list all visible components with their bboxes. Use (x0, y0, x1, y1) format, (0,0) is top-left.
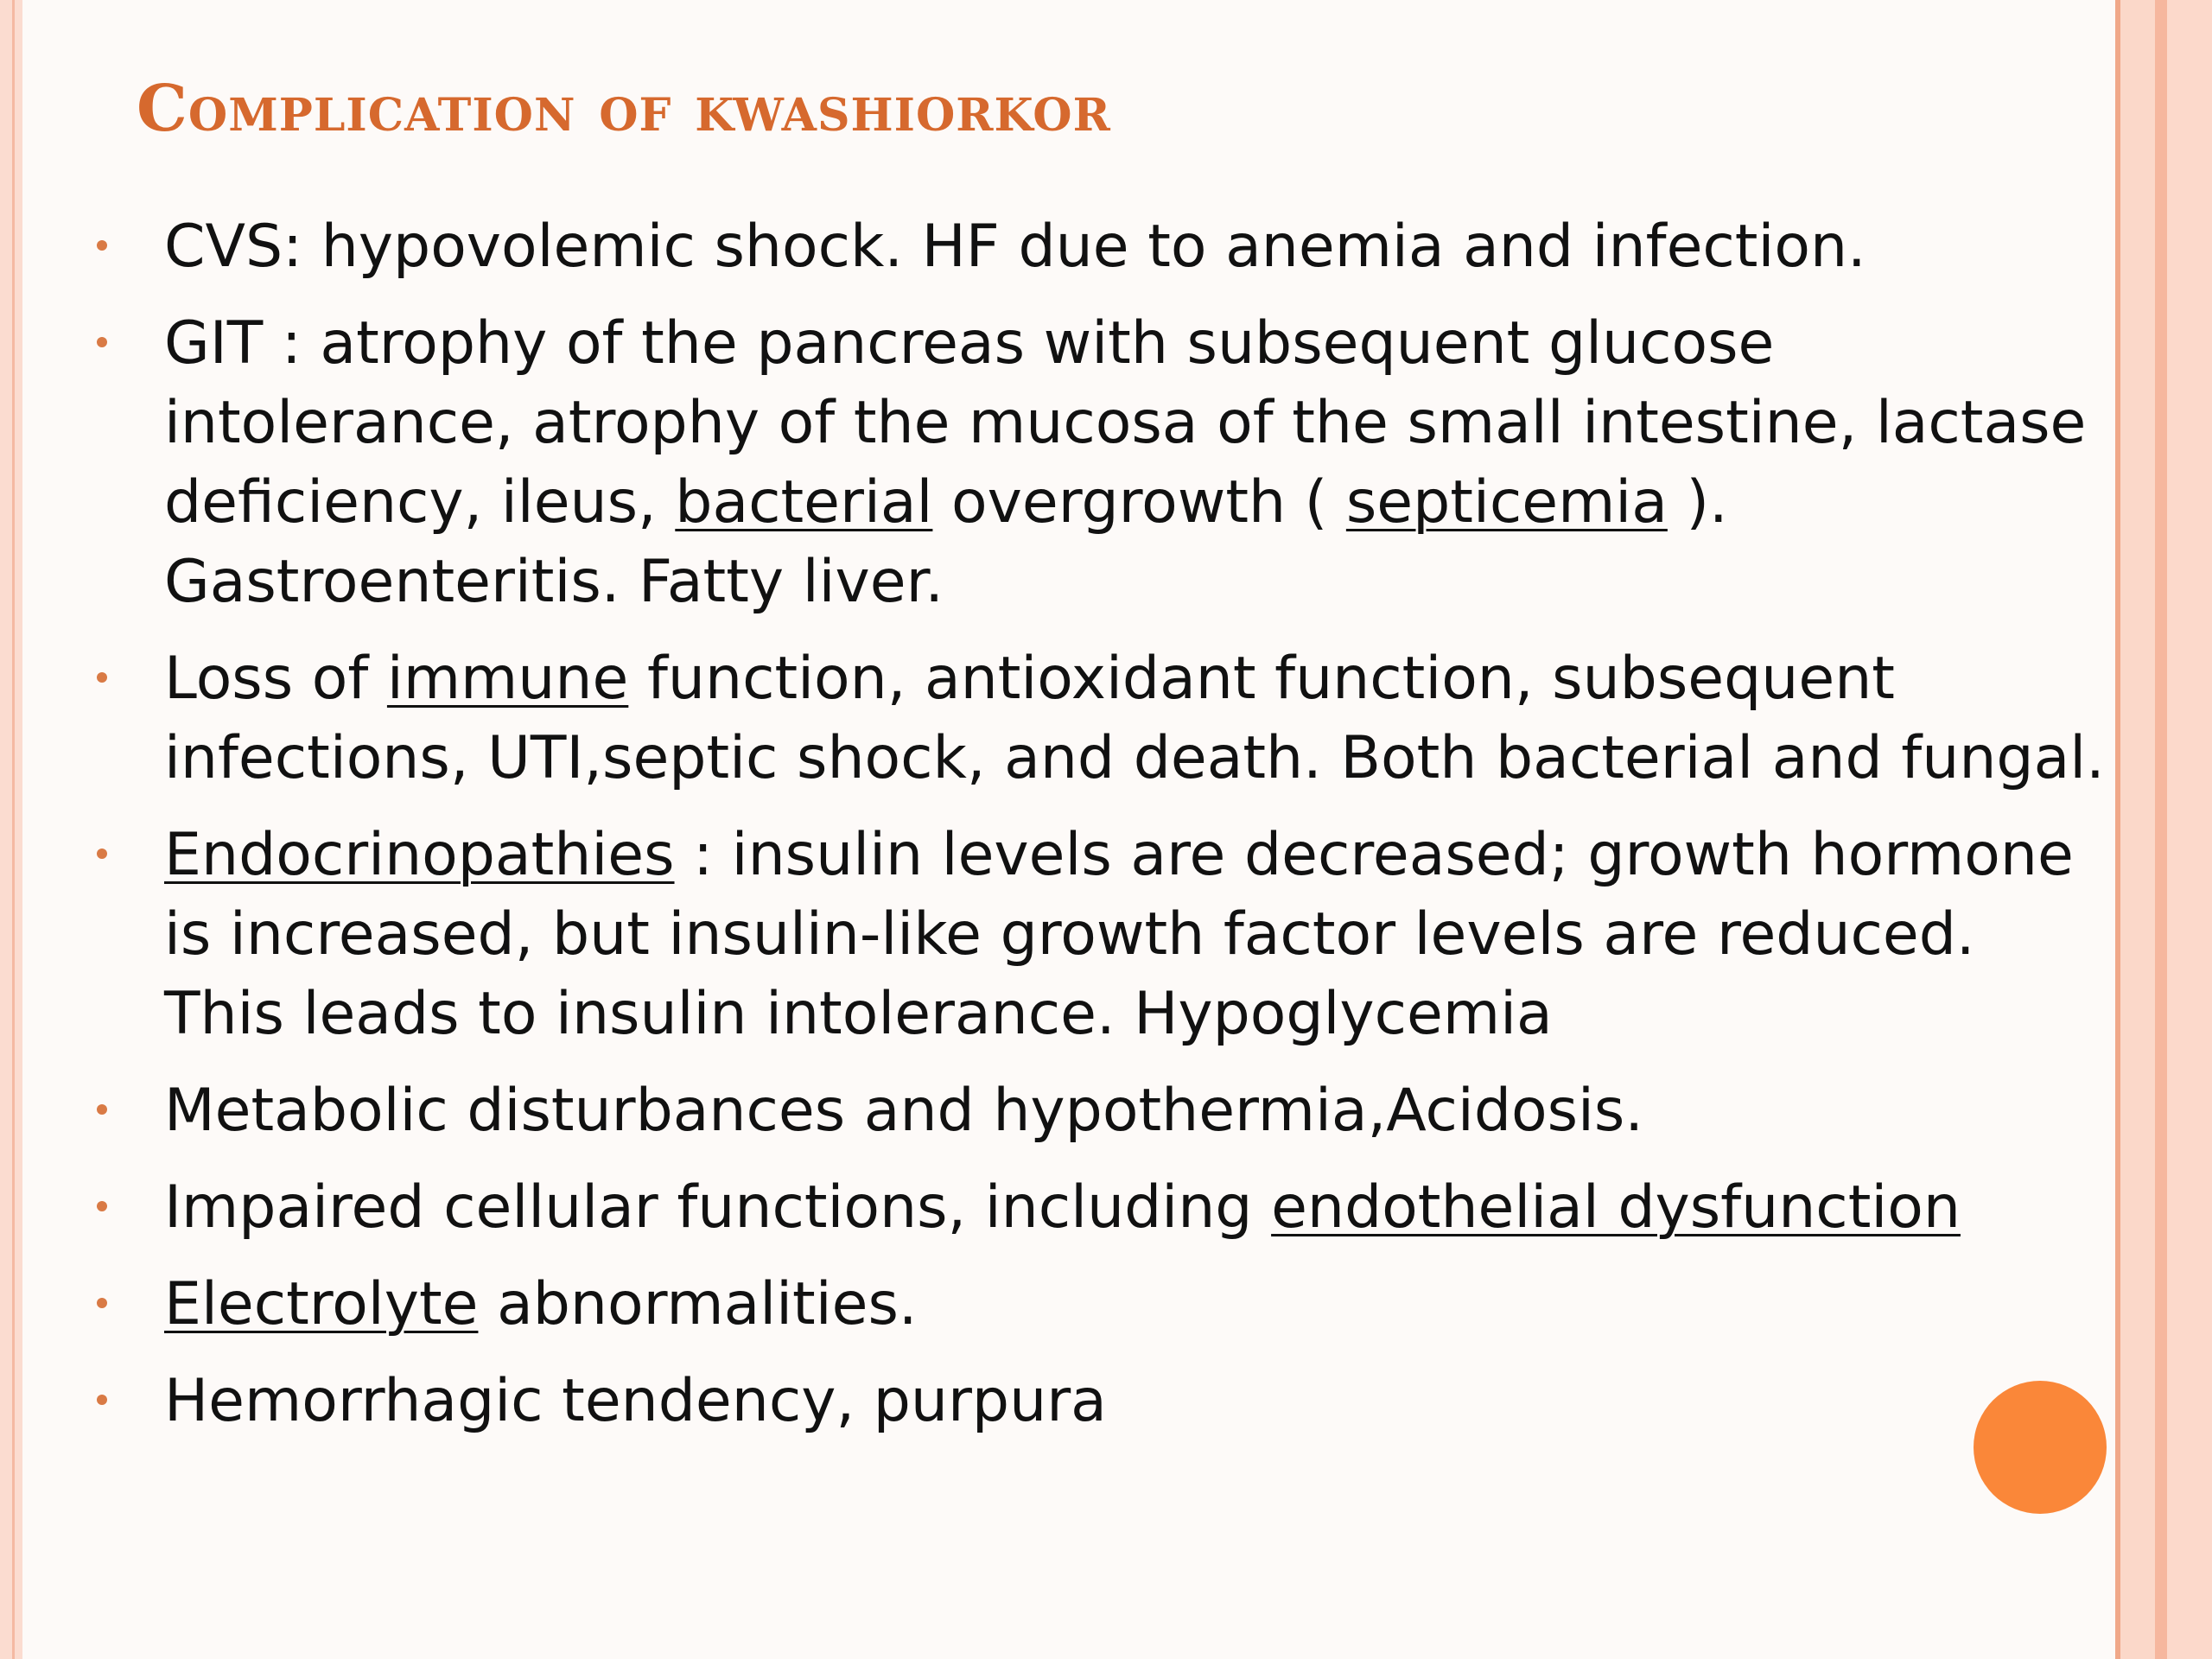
bullet-dot-icon (97, 240, 107, 251)
bullet-cvs (86, 207, 2108, 287)
bullet-text: GIT : atrophy of the pancreas with subsequent glucose intolerance, atrophy of the mucosa of the small intestine, lactase deficiency, ileus, (164, 309, 2087, 537)
underlined-term-septicemia: septicemia (1345, 468, 1668, 537)
bullet-endocrinopathies (86, 816, 2108, 1054)
underlined-term-immune: immune (386, 645, 629, 713)
bullet-text: Hemorrhagic tendency, purpura (164, 1367, 1107, 1435)
bullet-text: overgrowth ( (932, 468, 1346, 537)
bullet-text: : insulin levels are decreased; growth hormone is increased, but insulin-like growth factor levels are reduced. This leads to insulin intolerance. Hypoglycemia (164, 821, 2074, 1048)
underlined-term-electrolyte: Electrolyte (164, 1270, 479, 1338)
bullet-dot-icon (97, 672, 107, 683)
bullet-git (86, 304, 2108, 622)
bullet-text: Metabolic disturbances and hypothermia,Acidosis. (164, 1077, 1643, 1145)
left-border-band (0, 0, 22, 1659)
bullet-list (86, 207, 2108, 1459)
bullet-dot-icon (97, 337, 107, 347)
right-border-band-2 (2155, 0, 2167, 1659)
bullet-text: function, antioxidant function, subsequent infections, UTI,septic shock, and death. Both bacterial and fungal. (164, 645, 2105, 792)
bullet-dot-icon (97, 1104, 107, 1115)
underlined-term-endocrinopathies: Endocrinopathies (164, 821, 675, 889)
right-border-band-3 (2167, 0, 2212, 1659)
bullet-dot-icon (97, 1395, 107, 1405)
left-border-line (12, 0, 15, 1659)
bullet-cellular (86, 1168, 2108, 1248)
bullet-text: Impaired cellular functions, including (164, 1173, 1272, 1242)
bullet-text: Loss of (164, 645, 387, 713)
underlined-term-endothelial-dysfunction: endothelial dysfunction (1271, 1173, 1961, 1242)
bullet-hemorrhagic (86, 1362, 2108, 1441)
right-border-band-1 (2120, 0, 2155, 1659)
decorative-orange-circle (1974, 1381, 2107, 1514)
bullet-dot-icon (97, 1201, 107, 1211)
bullet-dot-icon (97, 1298, 107, 1308)
bullet-text: ). Gastroenteritis. Fatty liver. (164, 468, 1728, 616)
bullet-dot-icon (97, 849, 107, 859)
slide-title: Complication of kwashiorkor (137, 72, 1111, 146)
bullet-text: abnormalities. (478, 1270, 918, 1338)
bullet-text: CVS: hypovolemic shock. HF due to anemia and infection. (164, 213, 1866, 281)
bullet-metabolic (86, 1071, 2108, 1151)
bullet-electrolyte (86, 1265, 2108, 1344)
underlined-term-bacterial: bacterial (675, 468, 933, 537)
bullet-immune (86, 639, 2108, 798)
